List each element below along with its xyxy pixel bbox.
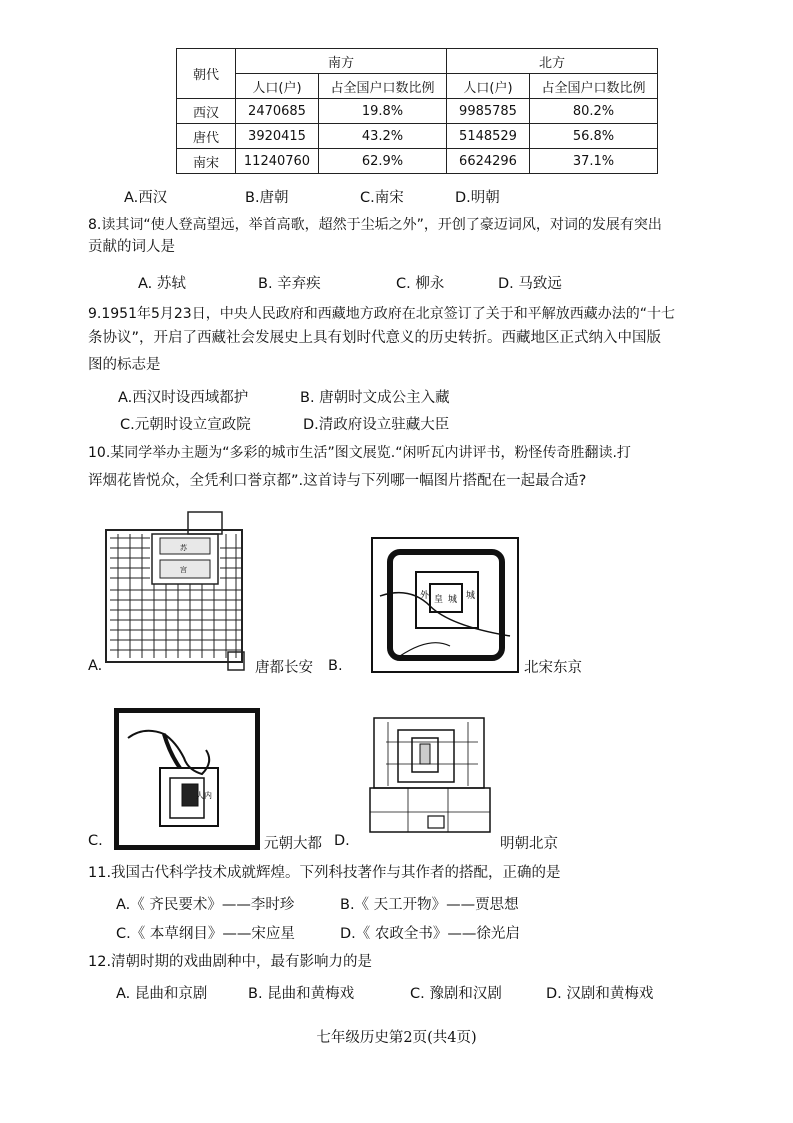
cell-north-pop: 6624296 bbox=[447, 149, 530, 174]
q8-stem-line2: 贡献的词人是 bbox=[88, 239, 175, 255]
svg-text:外: 外 bbox=[420, 591, 430, 601]
q10-option-b-caption: 北宋东京 bbox=[524, 660, 582, 676]
col-north-pop: 人口(户) bbox=[447, 74, 530, 99]
header-dynasty: 朝代 bbox=[177, 49, 236, 99]
q9-stem-line3: 图的标志是 bbox=[88, 357, 161, 373]
cell-north-ratio: 37.1% bbox=[530, 149, 658, 174]
cell-north-pop: 9985785 bbox=[447, 99, 530, 124]
svg-text:城: 城 bbox=[448, 595, 458, 605]
cell-south-pop: 11240760 bbox=[236, 149, 319, 174]
header-north: 北方 bbox=[447, 49, 658, 74]
q7-option-a[interactable]: A.西汉 bbox=[124, 190, 168, 206]
col-south-pop: 人口(户) bbox=[236, 74, 319, 99]
q11-option-a[interactable]: A.《 齐民要术》——李时珍 bbox=[116, 897, 295, 913]
q7-option-b[interactable]: B.唐朝 bbox=[245, 190, 289, 206]
cell-dynasty: 南宋 bbox=[177, 149, 236, 174]
q12-option-b[interactable]: B. 昆曲和黄梅戏 bbox=[248, 986, 355, 1002]
q7-option-c[interactable]: C.南宋 bbox=[360, 190, 404, 206]
dadu-map-image[interactable] bbox=[114, 708, 260, 850]
q10-option-b-letter[interactable]: B. bbox=[328, 658, 343, 674]
svg-text:宫: 宫 bbox=[180, 566, 187, 574]
ming-beijing-map-image[interactable] bbox=[368, 712, 492, 838]
q9-stem-line1: 9.1951年5月23日，中央人民政府和西藏地方政府在北京签订了关于和平解放西藏办法的“十七 bbox=[88, 306, 675, 322]
table-row bbox=[177, 149, 658, 174]
q7-option-d[interactable]: D.明朝 bbox=[455, 190, 500, 206]
table-row bbox=[177, 124, 658, 149]
q8-stem-line1: 8.读其词“使人登高望远，举首高歌，超然于尘垢之外”，开创了豪迈词风，对词的发展有突出 bbox=[88, 217, 662, 233]
cell-south-ratio: 43.2% bbox=[319, 124, 447, 149]
q12-option-c[interactable]: C. 豫剧和汉剧 bbox=[410, 986, 502, 1002]
header-south: 南方 bbox=[236, 49, 447, 74]
q8-option-a[interactable]: A. 苏轼 bbox=[138, 276, 186, 292]
kaifeng-map-image[interactable] bbox=[370, 536, 520, 674]
svg-text:苏: 苏 bbox=[180, 544, 187, 552]
q8-option-b[interactable]: B. 辛弃疾 bbox=[258, 276, 321, 292]
cell-south-ratio: 62.9% bbox=[319, 149, 447, 174]
cell-dynasty: 唐代 bbox=[177, 124, 236, 149]
q11-option-d[interactable]: D.《 农政全书》——徐光启 bbox=[340, 926, 520, 942]
q9-option-c[interactable]: C.元朝时设立宣政院 bbox=[120, 417, 251, 433]
q12-option-a[interactable]: A. 昆曲和京剧 bbox=[116, 986, 208, 1002]
q10-option-c-caption: 元朝大都 bbox=[264, 836, 322, 852]
cell-north-pop: 5148529 bbox=[447, 124, 530, 149]
svg-text:人: 人 bbox=[196, 791, 204, 800]
q11-option-c[interactable]: C.《 本草纲目》——宋应星 bbox=[116, 926, 295, 942]
q10-stem-line2: 诨烟花皆悦众，全凭利口誉京都”.这首诗与下列哪一幅图片搭配在一起最合适? bbox=[88, 473, 587, 489]
q11-stem: 11.我国古代科学技术成就辉煌。下列科技著作与其作者的搭配，正确的是 bbox=[88, 865, 561, 881]
col-north-ratio: 占全国户口数比例 bbox=[530, 74, 658, 99]
q9-option-d[interactable]: D.清政府设立驻藏大臣 bbox=[303, 417, 450, 433]
q8-option-d[interactable]: D. 马致远 bbox=[498, 276, 562, 292]
q11-option-b[interactable]: B.《 天工开物》——贾思想 bbox=[340, 897, 519, 913]
cell-south-pop: 3920415 bbox=[236, 124, 319, 149]
svg-text:内: 内 bbox=[204, 791, 212, 800]
col-south-ratio: 占全国户口数比例 bbox=[319, 74, 447, 99]
table-row bbox=[177, 99, 658, 124]
cell-north-ratio: 80.2% bbox=[530, 99, 658, 124]
q12-option-d[interactable]: D. 汉剧和黄梅戏 bbox=[546, 986, 654, 1002]
cell-dynasty: 西汉 bbox=[177, 99, 236, 124]
q9-stem-line2: 条协议”，开启了西藏社会发展史上具有划时代意义的历史转折。西藏地区正式纳入中国版 bbox=[88, 330, 662, 346]
q9-option-a[interactable]: A.西汉时设西域都护 bbox=[118, 390, 249, 406]
q8-option-c[interactable]: C. 柳永 bbox=[396, 276, 445, 292]
q10-option-a-letter[interactable]: A. bbox=[88, 658, 103, 674]
svg-text:城: 城 bbox=[466, 591, 476, 601]
cell-south-ratio: 19.8% bbox=[319, 99, 447, 124]
population-table bbox=[176, 48, 658, 174]
q10-stem-line1: 10.某同学举办主题为“多彩的城市生活”图文展览.“闲听瓦内讲评书，粉怪传奇胜翻读.打 bbox=[88, 445, 631, 461]
q10-option-d-caption: 明朝北京 bbox=[500, 836, 558, 852]
cell-south-pop: 2470685 bbox=[236, 99, 319, 124]
q9-option-b[interactable]: B. 唐朝时文成公主入藏 bbox=[300, 390, 450, 406]
changan-map-image[interactable] bbox=[102, 506, 250, 676]
cell-north-ratio: 56.8% bbox=[530, 124, 658, 149]
q10-option-a-caption: 唐都长安 bbox=[255, 660, 313, 676]
q10-option-c-letter[interactable]: C. bbox=[88, 833, 103, 849]
q12-stem: 12.清朝时期的戏曲剧种中，最有影响力的是 bbox=[88, 954, 373, 970]
svg-text:皇: 皇 bbox=[434, 595, 444, 605]
page-footer: 七年级历史第2页(共4页) bbox=[316, 1030, 477, 1046]
q10-option-d-letter[interactable]: D. bbox=[334, 833, 350, 849]
